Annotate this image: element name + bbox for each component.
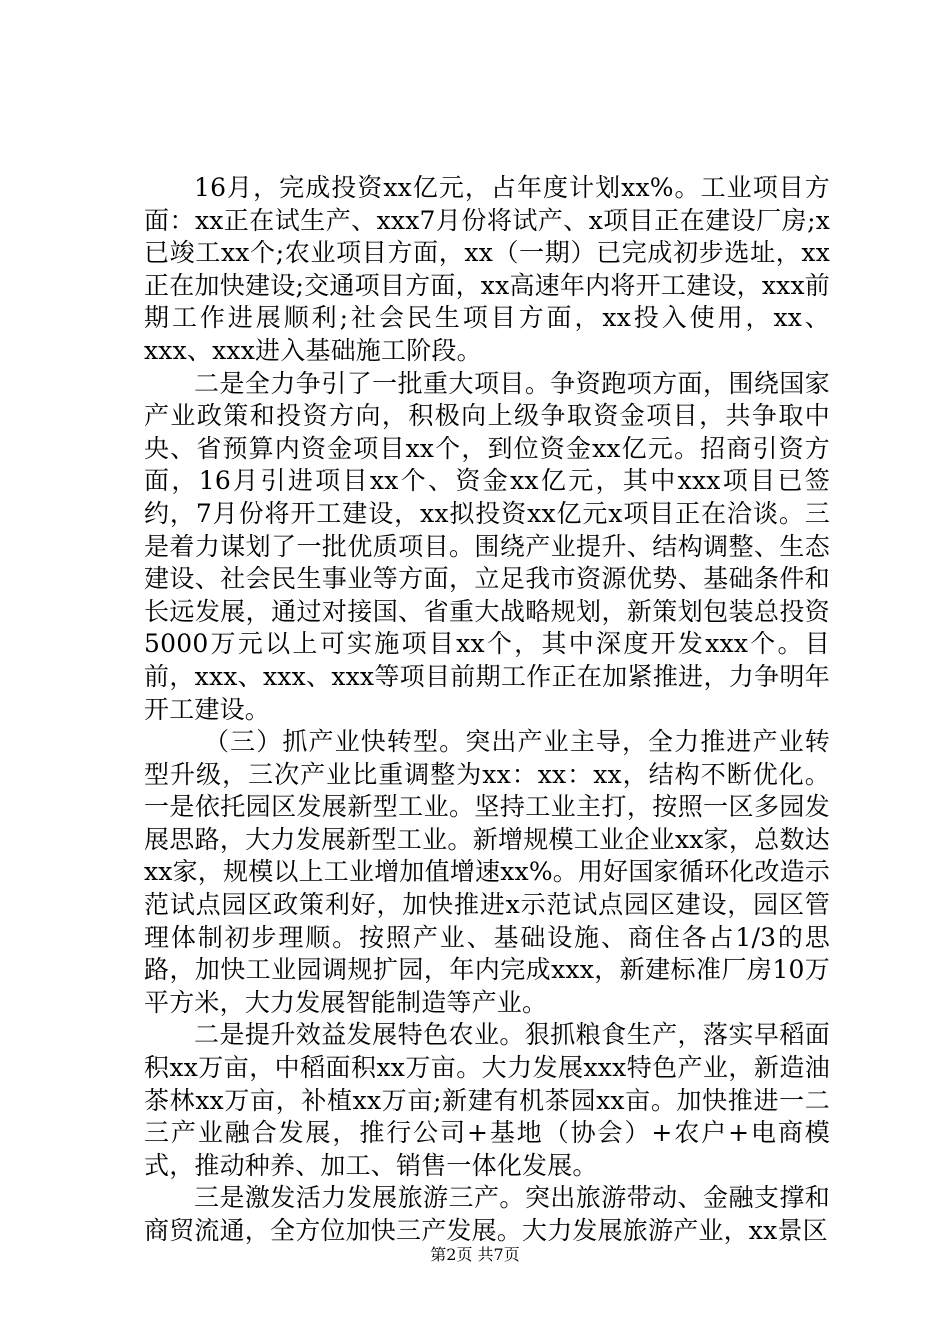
paragraph-tourism: 三是激发活力发展旅游三产。突出旅游带动、金融支撑和商贸流通，全方位加快三产发展。大力发展旅游产业，xx景区 — [144, 1183, 830, 1245]
document-body — [144, 172, 830, 1248]
page-footer — [0, 1245, 950, 1265]
paragraph-project-progress: 16月，完成投资xx亿元，占年度计划xx%。工业项目方面：xx正在试生产、xxx7月份将试产、x项目正在建设厂房;x已竣工xx个;农业项目方面，xx（一期）已完成初步选址，xx正在加快建设;交通项目方面，xx高速年内将开工建设，xxx前期工作进展顺利;社会民生项目方面，xx投入使用，xx、xxx、xxx进入基础施工阶段。 — [144, 173, 830, 365]
page-number-label: 第2页 共7页 — [430, 1245, 520, 1264]
paragraph-industry-transformation: （三）抓产业快转型。突出产业主导，全力推进产业转型升级，三次产业比重调整为xx：xx：xx，结构不断优化。一是依托园区发展新型工业。坚持工业主打，按照一区多园发展思路，大力发展新型工业。新增规模工业企业xx家，总数达xx家，规模以上工业增加值增速xx%。用好国家循环化改造示范试点园区政策利好，加快推进x示范试点园区建设，园区管理体制初步理顺。按照产业、基础设施、商住各占1/3的思路，加快工业园调规扩园，年内完成xxx，新建标准厂房10万平方米，大力发展智能制造等产业。 — [144, 727, 830, 1017]
paragraph-major-projects: 二是全力争引了一批重大项目。争资跑项方面，围绕国家产业政策和投资方向，积极向上级争取资金项目，共争取中央、省预算内资金项目xx个，到位资金xx亿元。招商引资方面，16月引进项目xx个、资金xx亿元，其中xxx项目已签约，7月份将开工建设，xx拟投资xx亿元x项目正在洽谈。三是着力谋划了一批优质项目。围绕产业提升、结构调整、生态建设、社会民生事业等方面，立足我市资源优势、基础条件和长远发展，通过对接国、省重大战略规划，新策划包装总投资5000万元以上可实施项目xx个，其中深度开发xxx个。目前，xxx、xxx、xxx等项目前期工作正在加紧推进，力争明年开工建设。 — [144, 368, 830, 724]
paragraph-agriculture: 二是提升效益发展特色农业。狠抓粮食生产，落实早稻面积xx万亩，中稻面积xx万亩。大力发展xxx特色产业，新造油茶林xx万亩，补植xx万亩;新建有机茶园xx亩。加快推进一二三产业融合发展，推行公司+基地（协会）+农户+电商模式，推动种养、加工、销售一体化发展。 — [144, 1020, 830, 1180]
